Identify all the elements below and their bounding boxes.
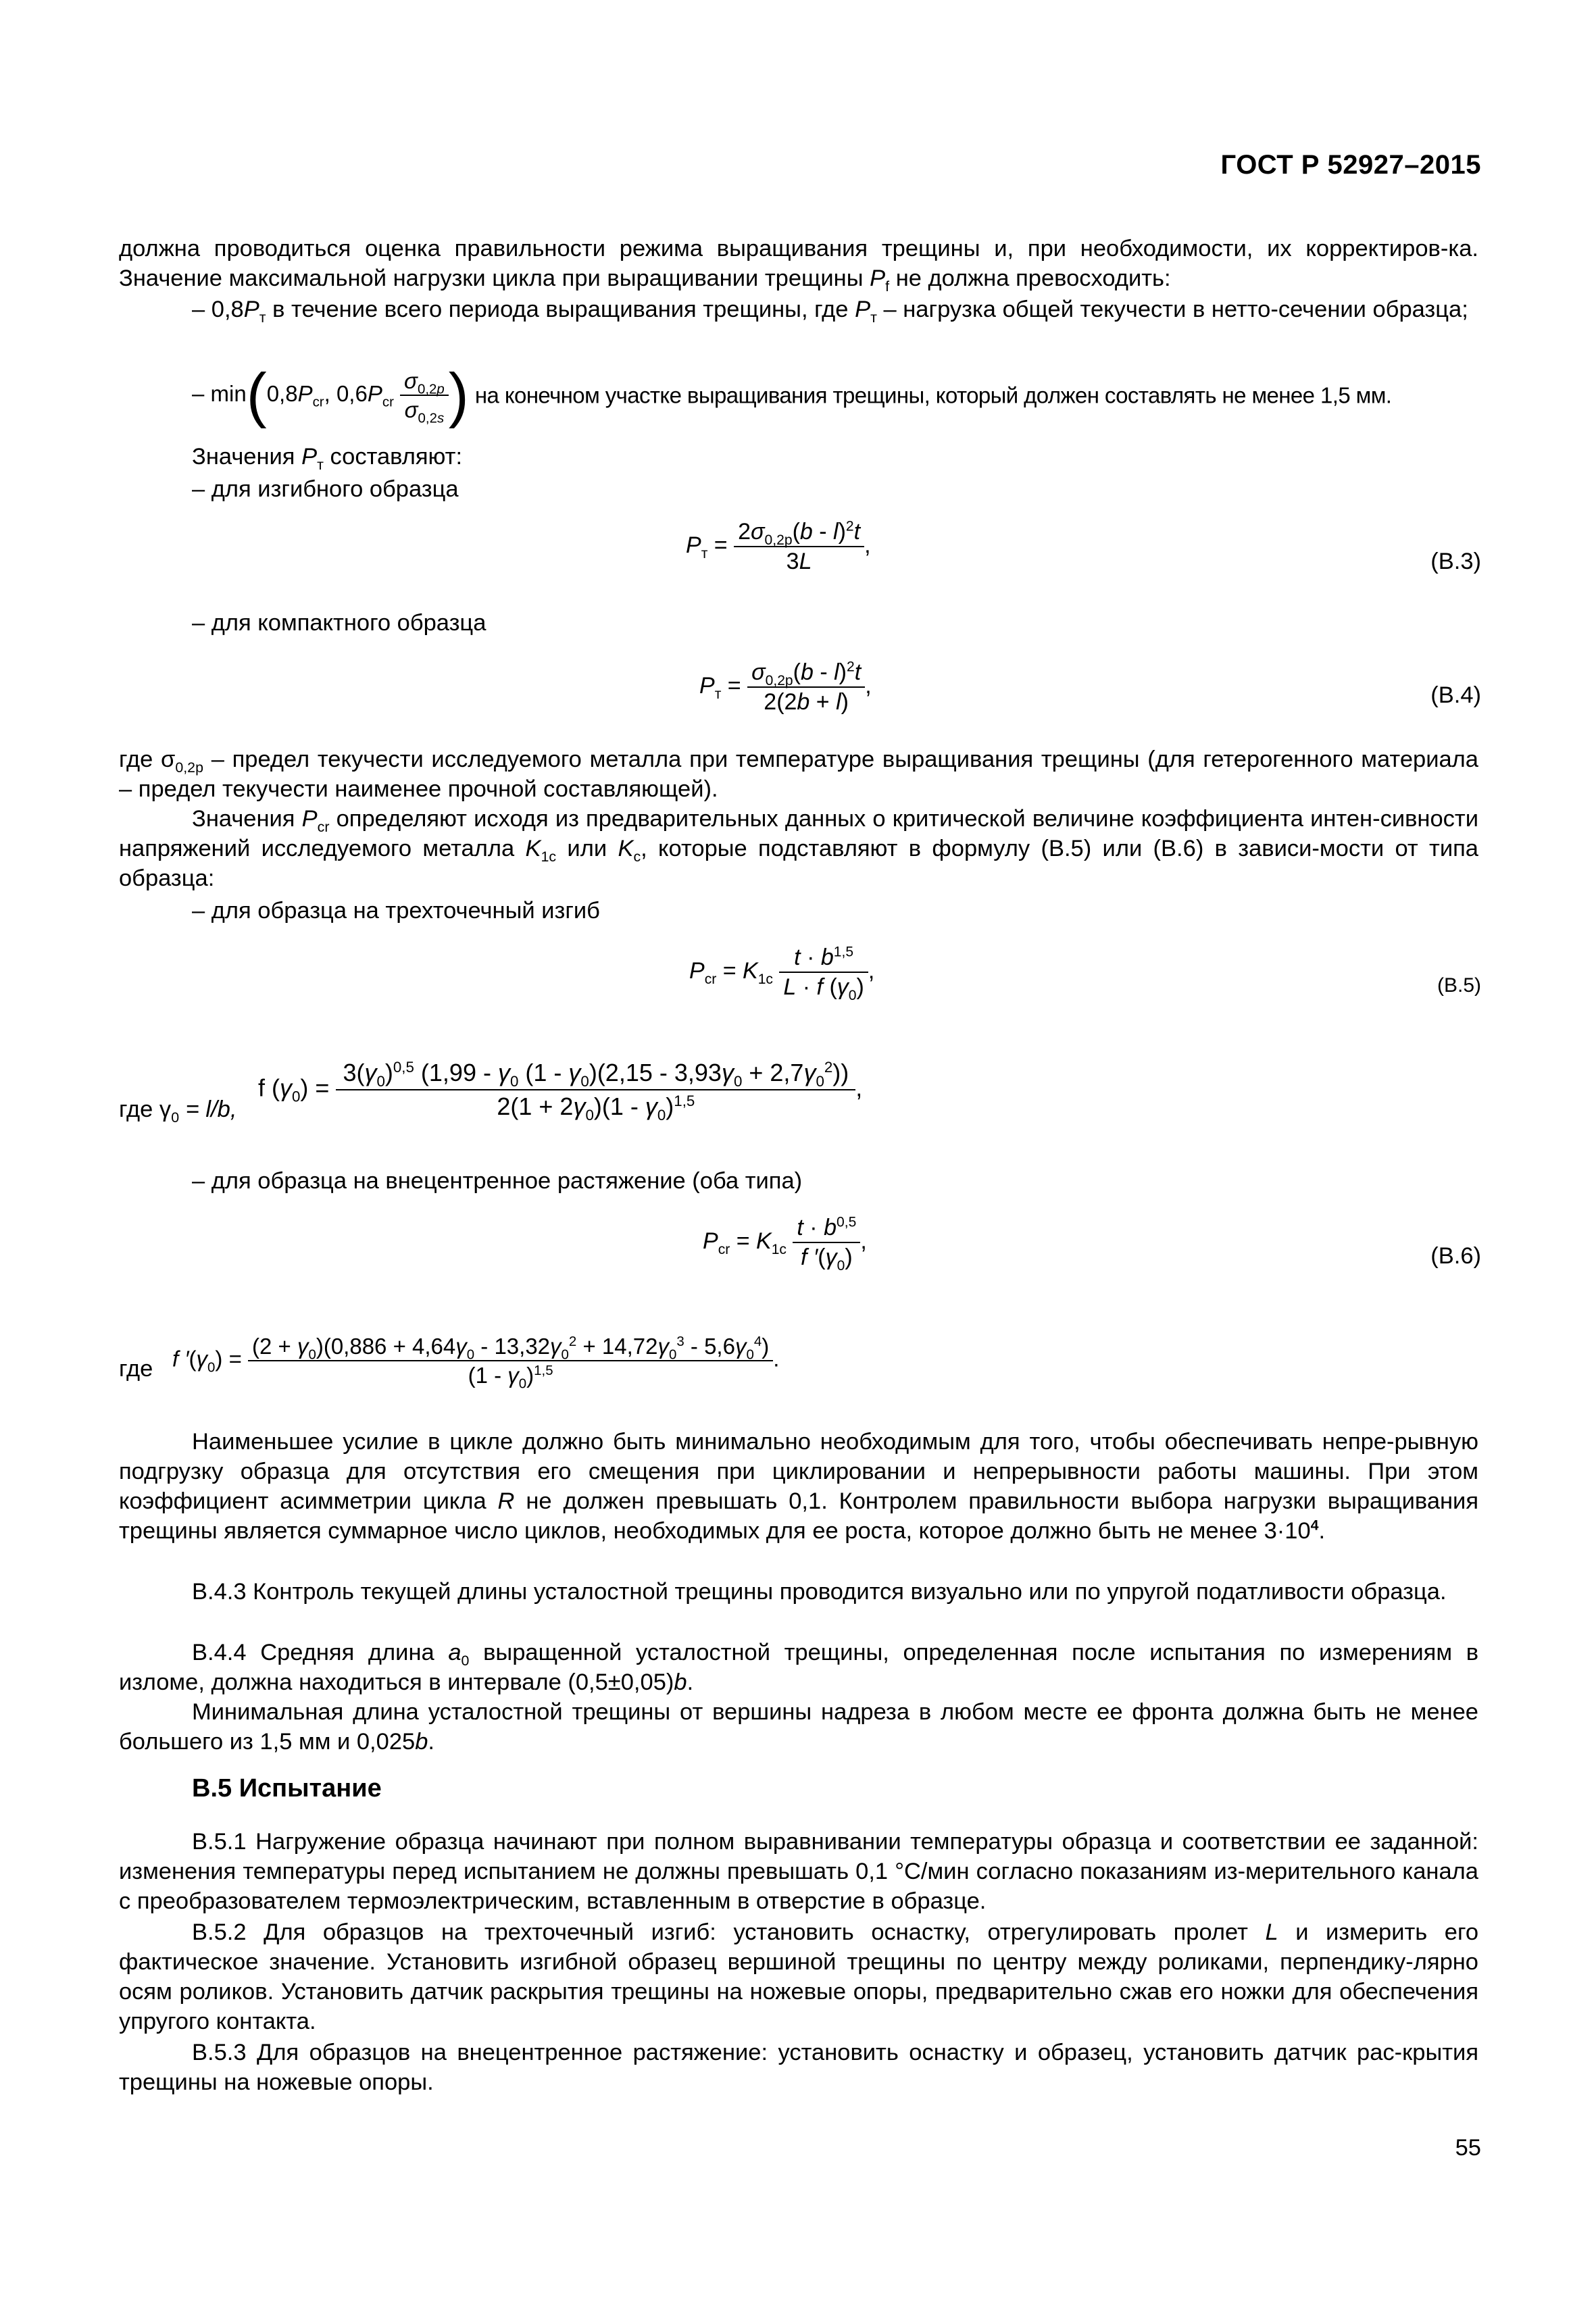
paragraph-text: не должна превосходить: (895, 266, 1171, 291)
paragraph-13: Наименьшее усилие в цикле должно быть минимально необходимым для того, чтобы обеспечивать непре-рывную подгрузку образца для отсутствия его смещения при циклировании и непрерывности работы машины. При этом коэффициент асимметрии цикла R не должен превышать 0,1. Контролем правильности выбора нагрузки выращивания трещины является суммарное число циклов, необходимых для ее роста, которое должно быть не менее $3\cdot 10^4$. (119, 1429, 1479, 1544)
paragraph-text: – предел текучести исследуемого металла при температуре выращивания трещины (для гетерогенного материала – предел текучести наименее прочной составляющей). (119, 747, 1478, 802)
paragraph-text: Значения (192, 806, 295, 832)
paragraph-17 (119, 1827, 1478, 1916)
equation-number: (В.3) (1430, 549, 1481, 574)
paragraph-4: Значения $P_т$ составляют: (192, 444, 463, 473)
equation-number: (В.6) (1430, 1243, 1481, 1269)
gamma-definition: где $\gamma_0 = l/b$, (119, 1097, 237, 1126)
formula-b3: $P_т$ = $\frac{2\sigma_{0,2р}(b - l)^2t}{3L}$ , (686, 518, 871, 574)
paragraph-text: В.4.4 Средняя длина (192, 1640, 434, 1665)
page-number: 55 (1455, 2135, 1481, 2161)
paragraph-16: Минимальная длина усталостной трещины от вершины надреза в любом месте ее фронта должна быть не менее большего из 1,5 мм и 0,025b. (119, 1699, 1478, 1755)
paragraph-text: Наименьшее усилие в цикле должно быть минимально необходимым для того, чтобы обеспечивать непре-рывную подгрузку образца для отсутствия его смещения при циклировании и непрерывности работы машины. При этом коэффициент асимметрии цикла (119, 1429, 1478, 1514)
min-formula-line (192, 361, 1392, 429)
paragraph-text: или (567, 836, 607, 861)
paragraph-15: В.4.4 Средняя длина $a_0$ выращенной усталостной трещины, определенная после испытания по измерениям в изломе, должна находиться в интервале (0,5±0,05)b. (119, 1640, 1479, 1695)
formula-b4: $P_т$ = $\frac{\sigma_{0,2р}(b - l)^2t}{2(2b + l)}$ , (699, 659, 872, 715)
equation-number: (В.4) (1430, 682, 1481, 708)
paragraph-text: – нагрузка общей текучести в нетто-сечении образца; (883, 297, 1468, 322)
paragraph-text: = l/b, (185, 1097, 237, 1122)
paragraph-text: и измерить его фактическое значение. Установить изгибной образец вершиной трещины по центру между роликами, перпендику-лярно осям роликов. Установить датчик раскрытия трещины на ножевые опоры, предварительно сжав его ножки для обеспечения упругого контакта. (119, 1919, 1479, 2034)
sigma-subscript: 0,2р (175, 759, 203, 776)
min-formula: – $\min⁡(0,8P_{cr}$, $0,6P_{cr}$ $\frac{\sigma_{0,2p}}{\sigma_{0,2s}}$ ) (192, 361, 469, 429)
paragraph-2: – $0,8P_т$ в течение всего периода выращивания трещины, где $P_т$ – нагрузка общей текучести в нетто-сечении образца; (192, 297, 1468, 326)
paragraph-text: должна проводиться оценка правильности режима выращивания трещины и, при необходимости, их корректиров-ка. Значение максимальной нагрузки цикла при выращивании трещины (119, 236, 1478, 291)
paragraph-text: В.5.1 Нагружение образца начинают при полном выравнивании температуры образца и соответствии ее заданной: изменения температуры перед испытанием не должны превышать 0,1 °С/мин согласно показаниям из-мерительного канала с преобразователем термоэлектрическим, вставленным в отверстие в образце. (119, 1829, 1478, 1914)
paragraph-text: Минимальная длина усталостной трещины от вершины надреза в любом месте ее фронта должна быть не менее большего из 1,5 мм и 0,025 (119, 1699, 1478, 1755)
paragraph-19 (119, 2038, 1478, 2097)
paragraph-18: В.5.2 Для образцов на трехточечный изгиб: установить оснастку, отрегулировать пролет L и измерить его фактическое значение. Установить изгибной образец вершиной трещины по центру между роликами, перпендику-лярно осям роликов. Установить датчик раскрытия трещины на ножевые опоры, предварительно сжав его ножки для обеспечения упругого контакта. (119, 1919, 1479, 2034)
paragraph-text: – 0,8 (192, 297, 244, 322)
paragraph-text: В.4.3 Контроль текущей длины усталостной трещины проводится визуально или по упругой податливости образца. (192, 1579, 1447, 1605)
paragraph-text: определяют исходя из предварительных данных о критической величине коэффициента интен-сивности напряжений исследуемого металла (119, 806, 1478, 861)
formula-b6: $P_{cr} = K_{1c}$ $\frac{t \cdot b^{0,5}}{f '(\gamma_0)}$ , (703, 1214, 867, 1274)
paragraph-1: должна проводиться оценка правильности режима выращивания трещины и, при необходимости, их корректиров-ка. Значение максимальной нагрузки цикла при выращивании трещины $P_f$ не должна превосходить: (119, 236, 1478, 295)
paragraph-9: – для образца на трехточечный изгиб (192, 898, 600, 924)
paragraph-text: Значения (192, 444, 295, 470)
formula-f-prime: f $'(\gamma_0)$ = $\frac{(2 + \gamma_0)(0,886 + 4,64\gamma_0 - 13,32\gamma_0^2 + 14,72\gamma_0^3 - 5,6\gamma_0^4)}{(1 - \gamma_0)^{1,5}}$ . (172, 1334, 780, 1392)
paragraph-5: – для изгибного образца (192, 476, 459, 502)
paragraph-text: составляют: (330, 444, 463, 470)
paragraph-11: – для образца на внецентренное растяжение (оба типа) (192, 1168, 803, 1194)
paragraph-7 (119, 745, 1478, 804)
paragraph-14 (119, 1577, 1478, 1607)
paragraph-text: в течение всего периода выращивания трещины, где (272, 297, 849, 322)
section-heading: В.5 Испытание (192, 1774, 382, 1803)
paragraph-text: где σ (119, 747, 176, 772)
paragraph-text: выращенной усталостной трещины, определенная после испытания по измерениям в изломе, должна находиться в интервале (0,5±0,05) (119, 1640, 1479, 1695)
paragraph-text: , которые подставляют в формулу (В.5) или (В.6) в зависи-мости от типа образца: (119, 836, 1478, 891)
paragraph-8: Значения $P_{cr}$ определяют исходя из предварительных данных о критической величине коэффициента интен-сивности напряжений исследуемого металла $K_{1c}$ или $K_c$, которые подставляют в формулу (В.5) или (В.6) в зависи-мости от типа образца: (119, 806, 1478, 891)
paragraph-6: – для компактного образца (192, 610, 487, 636)
paragraph-12: где (119, 1356, 153, 1382)
paragraph-text: на конечном участке выращивания трещины, который должен составлять не менее 1,5 мм. (474, 382, 1392, 408)
paragraph-text: В.5.3 Для образцов на внецентренное растяжение: установить оснастку и образец, установить датчик рас-крытия трещины на ножевые опоры. (119, 2040, 1478, 2095)
formula-b5: $P_{cr} = K_{1c}$ $\frac{t \cdot b^{1,5}}{L \cdot f (\gamma_0)}$ , (689, 944, 875, 1003)
formula-f-gamma: f $(\gamma_0)$ = $\frac{3(\gamma_0)^{0,5} (1,99 - \gamma_0 (1 - \gamma_0)(2,15 - 3,93\gamma_0 + 2,7\gamma_0^2))}{2(1 + 2\gamma_0)(1 - \gamma_0)^{1,5}}$ , (258, 1059, 863, 1124)
paragraph-text: где γ (119, 1097, 172, 1122)
equation-number: (В.5) (1437, 974, 1481, 997)
standard-id: ГОСТ Р 52927–2015 (1220, 150, 1481, 180)
paragraph-text: не должен превышать 0,1. Контролем правильности выбора нагрузки выращивания трещины является суммарное число циклов, необходимых для ее роста, которое должно быть не менее 3·10 (119, 1488, 1479, 1544)
paragraph-text: В.5.2 Для образцов на трехточечный изгиб: установить оснастку, отрегулировать пролет (192, 1919, 1248, 1945)
